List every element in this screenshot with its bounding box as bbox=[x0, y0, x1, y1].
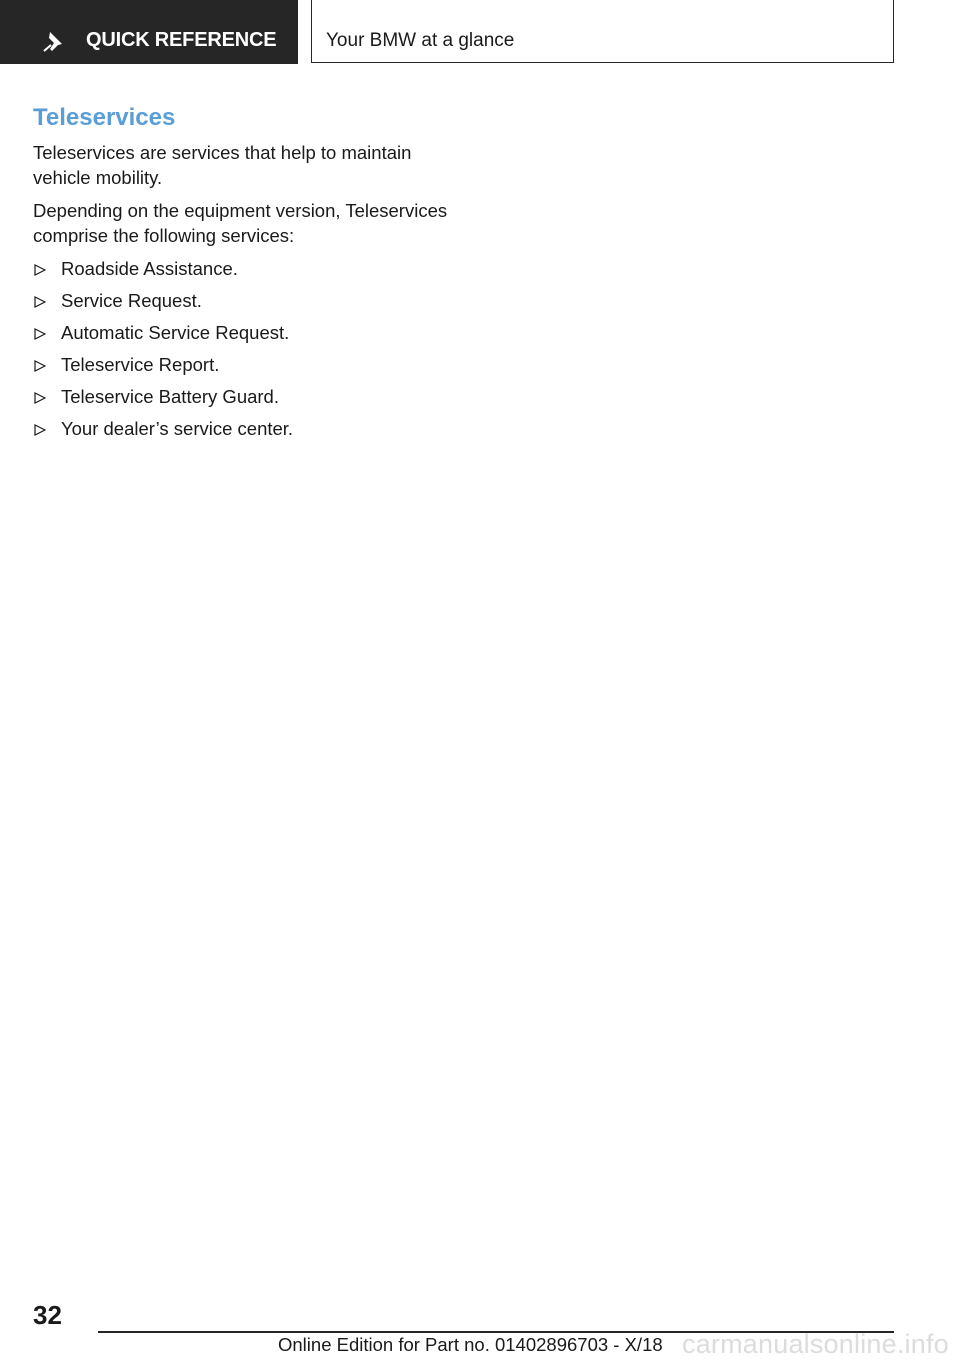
pushpin-icon bbox=[42, 30, 64, 52]
triangle-right-outline-icon bbox=[34, 424, 46, 436]
list-item bbox=[33, 352, 453, 377]
breadcrumb-text: Your BMW at a glance bbox=[326, 30, 515, 51]
breadcrumb bbox=[311, 0, 894, 63]
service-list bbox=[33, 256, 453, 441]
list-item-text: Teleservice Battery Guard. bbox=[61, 386, 279, 407]
list-item-text: Teleservice Report. bbox=[61, 354, 220, 375]
triangle-right-outline-icon bbox=[34, 392, 46, 404]
list-item-text: Your dealer’s service center. bbox=[61, 418, 294, 439]
section-tab bbox=[0, 0, 298, 64]
list-item-text: Service Request. bbox=[61, 290, 202, 311]
triangle-right-outline-icon bbox=[34, 296, 46, 308]
section-label: QUICK REFERENCE bbox=[86, 29, 277, 51]
list-item-text: Roadside Assistance. bbox=[61, 258, 238, 279]
main-content bbox=[33, 103, 453, 448]
page-number: 32 bbox=[33, 1300, 62, 1330]
triangle-right-outline-icon bbox=[34, 360, 46, 372]
paragraph: Teleservices are services that help to maintain vehicle mobility. bbox=[33, 142, 412, 188]
list-item bbox=[33, 320, 453, 345]
paragraph: Depending on the equipment version, Teleservices comprise the following services: bbox=[33, 200, 448, 246]
edition-info: Online Edition for Part no. 01402896703 - X/18 bbox=[278, 1334, 663, 1355]
triangle-right-outline-icon bbox=[34, 328, 46, 340]
list-item-text: Automatic Service Request. bbox=[61, 322, 290, 343]
list-item bbox=[33, 384, 453, 409]
list-item bbox=[33, 288, 453, 313]
list-item bbox=[33, 256, 453, 281]
list-item bbox=[33, 416, 453, 441]
watermark: carmanualsonline.info bbox=[682, 1329, 949, 1359]
triangle-right-outline-icon bbox=[34, 264, 46, 276]
section-heading: Teleservices bbox=[33, 104, 176, 131]
